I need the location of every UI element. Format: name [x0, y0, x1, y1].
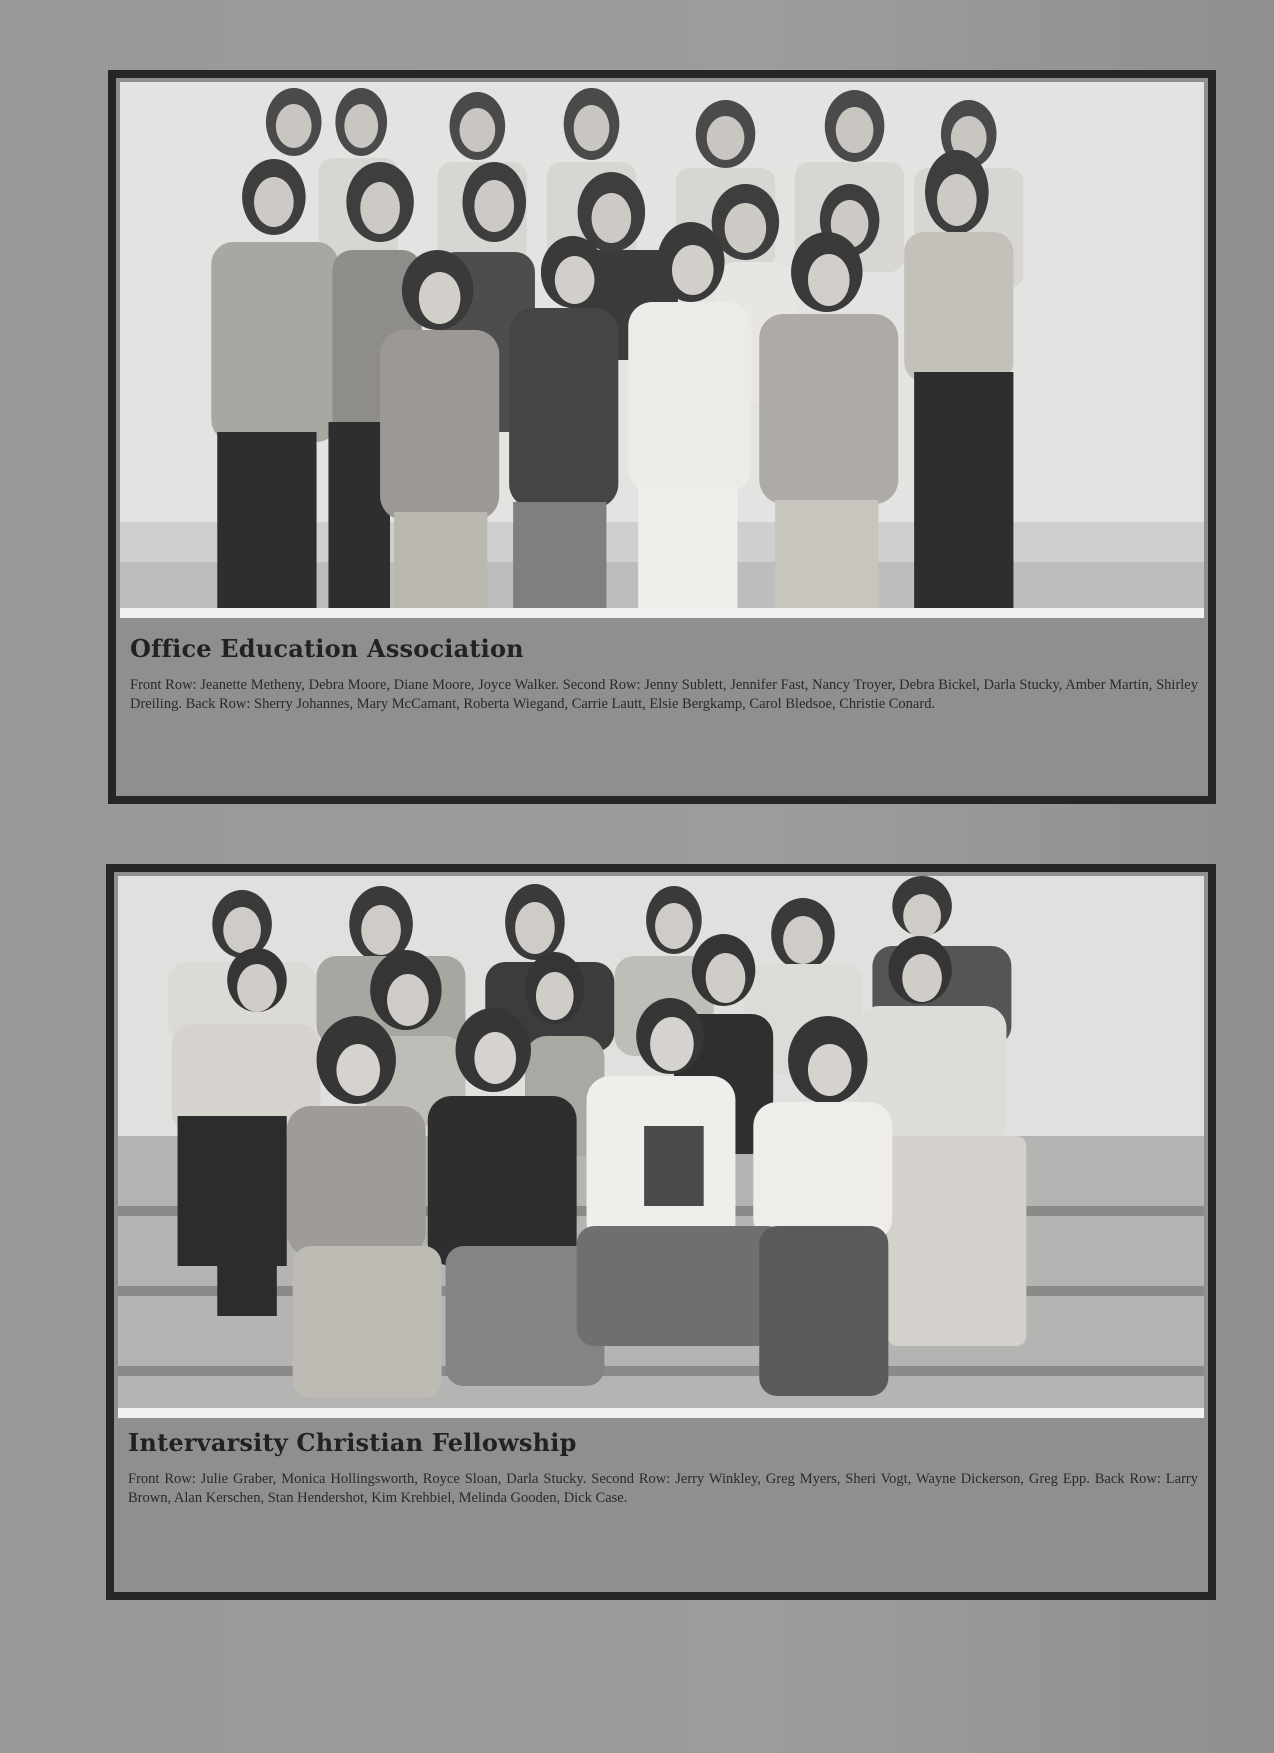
group-photo-image [118, 876, 1204, 1408]
group-photo-office-education-association [120, 82, 1204, 618]
intervarsity-christian-fellowship-panel [106, 864, 1216, 1600]
group-photo-intervarsity-christian-fellowship [118, 876, 1204, 1418]
member-list: Front Row: Jeanette Metheny, Debra Moore, Diane Moore, Joyce Walker. Second Row: Jenny Sublett, Jennifer Fast, Nancy Troyer, Debra Bickel, Darla Stucky, Amber Martin, Shirley Dreiling. Back Row: Sherry Johannes, Mary McCamant, Roberta Wiegand, Carrie Lautt, Elsie Bergkamp, Carol Bledsoe, Christie Conard. [130, 677, 1198, 712]
group-title: Office Education Association [130, 634, 524, 663]
group-photo-image [120, 82, 1204, 608]
office-education-association-panel [108, 70, 1216, 804]
member-list: Front Row: Julie Graber, Monica Hollingsworth, Royce Sloan, Darla Stucky. Second Row: Jerry Winkley, Greg Myers, Sheri Vogt, Wayne Dickerson, Greg Epp. Back Row: Larry Brown, Alan Kerschen, Stan Hendershot, Kim Krehbiel, Melinda Gooden, Dick Case. [128, 1471, 1198, 1506]
group-title: Intervarsity Christian Fellowship [128, 1428, 577, 1457]
